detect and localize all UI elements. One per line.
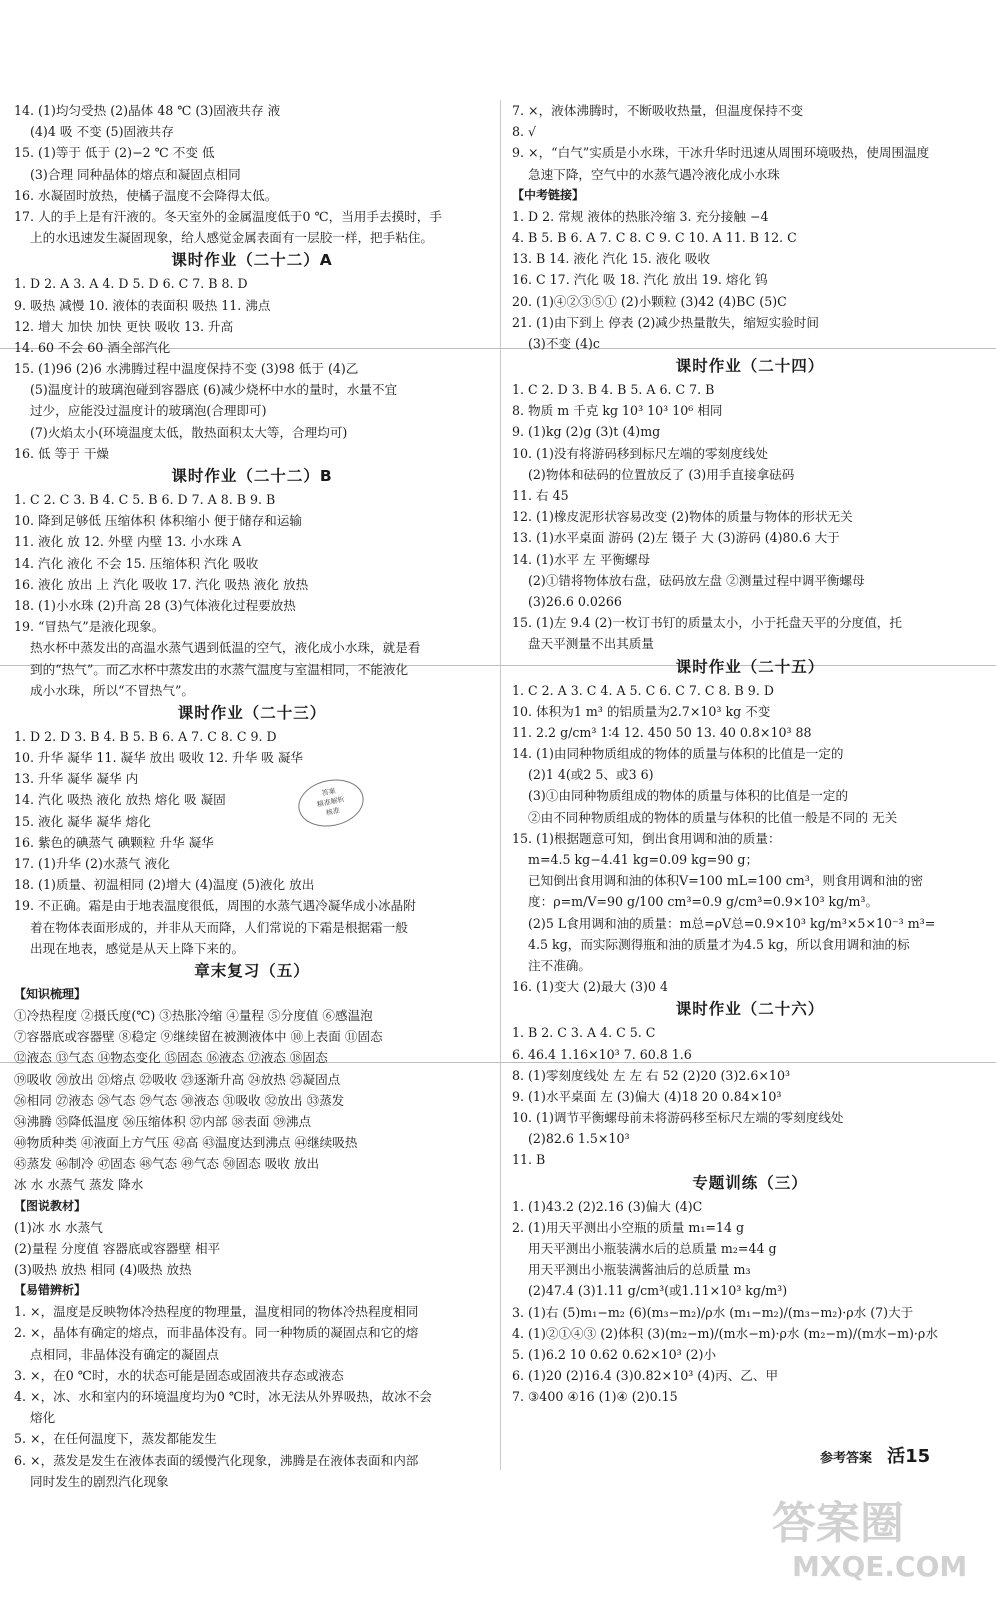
stamp-line: 核准	[325, 806, 341, 818]
answer-line: 21. (1)由下到上 停表 (2)减少热量散失，缩短实验时间	[512, 314, 819, 330]
answer-line: 2. ×，晶体有确定的熔点，而非晶体没有。同一种物质的凝固点和它的熔	[14, 1325, 419, 1341]
answer-line: 1. C 2. C 3. B 4. C 5. B 6. D 7. A 8. B 9. B	[14, 492, 276, 507]
section-heading: 章末复习（五）	[194, 961, 310, 980]
answer-line: 13. (1)水平桌面 游码 (2)左 镊子 大 (3)游码 (4)80.6 大于	[512, 530, 840, 546]
answer-line: 9. (1)水平桌面 左 (3)偏大 (4)18 20 0.84×10³	[512, 1088, 782, 1104]
answer-line: ㊵物质种类 ㊶液面上方气压 ㊷高 ㊸温度达到沸点 ㊹继续吸热	[14, 1135, 358, 1151]
answer-line: 11. B	[512, 1152, 546, 1168]
section-heading: 专题训练（三）	[692, 1173, 808, 1192]
answer-line: ㉞沸腾 ㉟降低温度 ㊱压缩体积 ㊲内部 ㊳表面 ㊴沸点	[14, 1113, 312, 1129]
answer-line: 着在物体表面形成的，并非从天而降，人们常说的下霜是根据霜一般	[30, 919, 408, 935]
section-tag: 【易错辨析】	[14, 1283, 87, 1298]
answer-line: 19. “冒热气”是液化现象。	[14, 619, 165, 635]
answer-line: (3)合理 同种晶体的熔点和凝固点相同	[30, 166, 241, 182]
answer-line: 7. ×，液体沸腾时，不断吸收热量，但温度保持不变	[512, 103, 804, 118]
answer-line: 18. (1)小水珠 (2)升高 28 (3)气体液化过程要放热	[14, 597, 296, 613]
answer-line: ㉖相同 ㉗液态 ㉘气态 ㉙气态 ㉚液态 ㉛吸收 ㉜放出 ㉝蒸发	[14, 1092, 345, 1108]
answer-line: 16. 液化 放出 上 汽化 吸收 17. 汽化 吸热 液化 放热	[14, 576, 309, 592]
answer-line: 1. ×，温度是反映物体冷热程度的物理量，温度相同的物体冷热程度相同	[14, 1304, 419, 1320]
right-column	[512, 100, 988, 1408]
watermark-logo	[762, 1486, 972, 1586]
answer-line: 14. 汽化 吸热 液化 放热 熔化 吸 凝固	[14, 792, 226, 808]
section-tag: 【图说教材】	[14, 1198, 87, 1213]
answer-line: (2)物体和砝码的位置放反了 (3)用手直接拿砝码	[528, 466, 795, 482]
answer-line: 1. D 2. 常规 液体的热胀冷缩 3. 充分接触 −4	[512, 208, 769, 224]
answer-line: 18. (1)质量、初温相同 (2)增大 (4)温度 (5)液化 放出	[14, 877, 315, 893]
answer-line: 15. 液化 凝华 凝华 熔化	[14, 813, 151, 829]
section-heading: 课时作业（二十二）A	[171, 251, 333, 270]
answer-line: 同时发生的剧烈汽化现象	[30, 1473, 169, 1489]
answer-line: 12. (1)橡皮泥形状容易改变 (2)物体的质量与物体的形状无关	[512, 509, 853, 525]
section-tag: 【知识梳理】	[14, 986, 87, 1001]
answer-line: 3. (1)右 (5)m₁−m₂ (6)(m₃−m₂)/ρ水 (m₁−m₂)/(m₃−m₂)·ρ水 (7)大于	[512, 1304, 914, 1320]
answer-line: 5. ×，在任何温度下，蒸发都能发生	[14, 1431, 217, 1447]
answer-line: (3)吸热 放热 相同 (4)吸热 放热	[14, 1262, 192, 1277]
answer-line: 2. (1)用天平测出小空瓶的质量 m₁=14 g	[512, 1219, 745, 1235]
answer-line: (7)火焰太小(环境温度太低，散热面积太大等，合理均可)	[30, 424, 348, 440]
answer-line: 16. 水凝固时放热，使橘子温度不会降得太低。	[14, 187, 278, 203]
answer-line: 4. ×，冰、水和室内的环境温度均为0 ℃时，冰无法从外界吸热，故冰不会	[14, 1388, 432, 1404]
answer-line: 15. (1)96 (2)6 水沸腾过程中温度保持不变 (3)98 低于 (4)乙	[14, 361, 359, 377]
answer-line: (2)47.4 (3)1.11 g/cm³(或1.11×10³ kg/m³)	[528, 1283, 788, 1299]
answer-line: 10. 降到足够低 压缩体积 体积缩小 便于储存和运输	[14, 513, 302, 529]
section-heading: 课时作业（二十六）	[675, 1000, 825, 1019]
answer-line: ⑫液态 ⑬气态 ⑭物态变化 ⑮固态 ⑯液态 ⑰液态 ⑱固态	[14, 1050, 328, 1066]
left-column	[14, 100, 490, 1492]
answer-line: 16. 低 等于 干燥	[14, 445, 110, 461]
answer-line: 10. 升华 凝华 11. 凝华 放出 吸收 12. 升华 吸 凝华	[14, 750, 304, 766]
page-number: 活15	[887, 1446, 931, 1467]
answer-line: (2)①错将物体放右盘，砝码放左盘 ②测量过程中调平衡螺母	[528, 572, 865, 588]
answer-line: 15. (1)等于 低于 (2)−2 ℃ 不变 低	[14, 145, 215, 161]
answer-line: 7. ③400 ④16 (1)④ (2)0.15	[512, 1389, 678, 1405]
watermark-url: MXQE.COM	[792, 1550, 968, 1583]
answer-line: 6. ×，蒸发是发生在液体表面的缓慢汽化现象，沸腾是在液体表面和内部	[14, 1452, 419, 1468]
answer-line: (1)冰 水 水蒸气	[14, 1219, 103, 1235]
answer-line: 4. (1)②①④③ (2)体积 (3)(m₂−m)/(m水−m)·ρ水 (m₂−m)/(m水−m)·ρ水	[512, 1325, 938, 1341]
answer-line: (3)不变 (4)c	[528, 335, 600, 351]
section-heading: 课时作业（二十二）B	[171, 467, 333, 485]
answer-line: 8. √	[512, 124, 537, 140]
answer-line: 9. 吸热 减慢 10. 液体的表面积 吸热 11. 沸点	[14, 297, 271, 313]
answer-line: (3)26.6 0.0266	[528, 593, 622, 609]
answer-line: ⑲吸收 ⑳放出 ㉑熔点 ㉒吸收 ㉓逐渐升高 ㉔放热 ㉕凝固点	[14, 1071, 341, 1087]
section-heading: 课时作业（二十五）	[675, 657, 825, 676]
answer-line: ⑦容器底或容器壁 ⑧稳定 ⑨继续留在被测液体中 ⑩上表面 ⑪固态	[14, 1029, 383, 1045]
answer-line: 11. 2.2 g/cm³ 1∶4 12. 450 50 13. 40 0.8×10³ 88	[512, 724, 812, 740]
answer-line: ②由不同种物质组成的物体的质量与体积的比值一般是不同的 无关	[528, 809, 898, 825]
answer-line: 8. 物质 m 千克 kg 10³ 10³ 10⁶ 相同	[512, 403, 723, 419]
answer-line: (2)5 L食用调和油的质量：m总=ρV总=0.9×10³ kg/m³×5×10⁻³ m³=	[528, 915, 936, 931]
answer-line: 15. (1)左 9.4 (2)一枚订书钉的质量太小，小于托盘天平的分度值，托	[512, 615, 902, 631]
answer-line: 11. 右 45	[512, 488, 569, 503]
answer-line: 17. 人的手上是有汗液的。冬天室外的金属温度低于0 ℃，当用手去摸时，手	[14, 208, 442, 224]
answer-line: 8. (1)零刻度线处 左 左 右 52 (2)20 (3)2.6×10³	[512, 1067, 791, 1083]
answer-line: 20. (1)④②③⑤① (2)小颗粒 (3)42 (4)BC (5)C	[512, 293, 787, 309]
answer-line: 点相同，非晶体没有确定的凝固点	[30, 1346, 219, 1362]
column-divider	[500, 100, 501, 1470]
answer-line: 注不准确。	[528, 957, 591, 973]
answer-line: 14. (1)由同种物质组成的物体的质量与体积的比值是一定的	[512, 746, 844, 762]
answer-line: 14. (1)均匀受热 (2)晶体 48 ℃ (3)固液共存 液	[14, 103, 281, 118]
answer-line: 3. ×，在0 ℃时，水的状态可能是固态或固液共存态或液态	[14, 1367, 344, 1383]
answer-line: 1. D 2. D 3. B 4. B 5. B 6. A 7. C 8. C 9. D	[14, 728, 277, 744]
answer-line: 16. C 17. 汽化 吸 18. 汽化 放出 19. 熔化 钨	[512, 272, 768, 288]
answer-line: 4. B 5. B 6. A 7. C 8. C 9. C 10. A 11. B 12. C	[512, 229, 797, 245]
answer-line: 成小水珠，所以“不冒热气”。	[30, 682, 195, 698]
answer-line: 1. (1)43.2 (2)2.16 (3)偏大 (4)C	[512, 1198, 703, 1214]
answer-line: 用天平测出小瓶装满酱油后的总质量 m₃	[528, 1262, 751, 1278]
answer-line: 9. (1)kg (2)g (3)t (4)mg	[512, 424, 661, 440]
answer-line: 11. 液化 放 12. 外壁 内壁 13. 小水珠 A	[14, 534, 242, 550]
answer-line: ㊺蒸发 ㊻制冷 ㊼固态 ㊽气态 ㊾气态 ㊿固态 吸收 放出	[14, 1156, 320, 1172]
answer-line: (5)温度计的玻璃泡碰到容器底 (6)减少烧杯中水的量时，水量不宜	[30, 382, 398, 398]
answer-line: 14. (1)水平 左 平衡螺母	[512, 551, 651, 567]
section-heading: 课时作业（二十四）	[675, 357, 825, 376]
section-tag: 【中考链接】	[512, 187, 585, 202]
answer-line: 用天平测出小瓶装满水后的总质量 m₂=44 g	[528, 1241, 777, 1256]
answer-line: 16. (1)变大 (2)最大 (3)0 4	[512, 979, 668, 995]
answer-line: 6. 46.4 1.16×10³ 7. 60.8 1.6	[512, 1046, 692, 1062]
answer-line: 13. 升华 凝华 凝华 内	[14, 771, 139, 787]
answer-line: 4.5 kg，而实际测得瓶和油的质量才为4.5 kg，所以食用调和油的标	[528, 936, 910, 952]
section-heading: 课时作业（二十三）	[177, 703, 327, 722]
answer-line: 17. (1)升华 (2)水蒸气 液化	[14, 856, 170, 871]
answer-line: 过少，应能没过温度计的玻璃泡(合理即可)	[30, 403, 267, 419]
answer-line: ①冷热程度 ②摄氏度(℃) ③热胀冷缩 ④量程 ⑤分度值 ⑥感温泡	[14, 1007, 373, 1023]
answer-line: 10. (1)调节平衡螺母前未将游码移至标尺左端的零刻度线处	[512, 1110, 844, 1126]
answer-line: 16. 紫色的碘蒸气 碘颗粒 升华 凝华	[14, 834, 214, 850]
stamp-line: 答案	[321, 786, 337, 798]
answer-line: 急速下降，空气中的水蒸气遇冷液化成小水珠	[528, 166, 780, 182]
answer-line: (2)1 4(或2 5、或3 6)	[528, 767, 654, 783]
answer-line: 5. (1)6.2 10 0.62 0.62×10³ (2)小	[512, 1346, 717, 1362]
answer-line: 热水杯中蒸发出的高温水蒸气遇到低温的空气，液化成小水珠，就是看	[30, 640, 421, 656]
answer-line: 盘天平测量不出其质量	[528, 636, 654, 652]
answer-line: 10. 体积为1 m³ 的铝质量为2.7×10³ kg 不变	[512, 703, 771, 719]
answer-line: 1. D 2. A 3. A 4. D 5. D 6. C 7. B 8. D	[14, 276, 248, 292]
answer-line: 1. C 2. D 3. B 4. B 5. A 6. C 7. B	[512, 382, 715, 398]
answer-line: 19. 不正确。霜是由于地表温度很低，周围的水蒸气遇冷凝华成小冰晶附	[14, 898, 416, 914]
answer-line: 15. (1)根据题意可知，倒出食用调和油的质量：	[512, 830, 781, 846]
answer-line: 1. B 2. C 3. A 4. C 5. C	[512, 1025, 656, 1041]
answer-line: 出现在地表，感觉是从天上降下来的。	[30, 940, 245, 956]
answer-line: 10. (1)没有将游码移到标尺左端的零刻度线处	[512, 445, 768, 461]
answer-line: 1. C 2. A 3. C 4. A 5. C 6. C 7. C 8. B 9. D	[512, 682, 774, 698]
answer-line: 12. 增大 加快 加快 更快 吸收 13. 升高	[14, 318, 234, 334]
answer-line: 已知倒出食用调和油的体积V=100 mL=100 cm³，则食用调和油的密	[528, 873, 924, 889]
answer-line: (3)①由同种物质组成的物体的质量与体积的比值是一定的	[528, 788, 849, 804]
answer-line: 6. (1)20 (2)16.4 (3)0.82×10³ (4)丙、乙、甲	[512, 1368, 779, 1384]
answer-line: 上的水迅速发生凝固现象，给人感觉金属表面有一层胶一样，把手粘住。	[30, 230, 433, 246]
answer-line: 熔化	[30, 1410, 56, 1426]
answer-line: 9. ×，“白气”实质是小水珠，干冰升华时迅速从周围环境吸热，使周围温度	[512, 145, 930, 161]
answer-line: 13. B 14. 液化 汽化 15. 液化 吸收	[512, 251, 711, 267]
page-footer	[820, 1442, 930, 1468]
answer-line: (4)4 吸 不变 (5)固液共存	[30, 124, 174, 140]
answer-line: 14. 60 不会 60 酒全部汽化	[14, 339, 171, 355]
answer-line: (2)82.6 1.5×10³	[528, 1131, 630, 1147]
answer-line: 到的“热气”。而乙水杯中蒸发出的水蒸气温度与室温相同，不能液化	[30, 661, 409, 677]
answer-line: 冰 水 水蒸气 蒸发 降水	[14, 1177, 144, 1193]
stamp-line: 精准解析	[316, 795, 346, 809]
answer-line: (2)量程 分度值 容器底或容器壁 相平	[14, 1240, 221, 1256]
watermark-text: 答案圈	[772, 1498, 904, 1549]
answer-line: m=4.5 kg−4.41 kg=0.09 kg=90 g；	[528, 852, 759, 867]
answer-line: 14. 汽化 液化 不会 15. 压缩体积 汽化 吸收	[14, 555, 259, 571]
footer-label: 参考答案	[820, 1451, 873, 1466]
answer-line: 度：ρ=m/V=90 g/100 cm³=0.9 g/cm³=0.9×10³ kg/m³。	[528, 894, 879, 910]
